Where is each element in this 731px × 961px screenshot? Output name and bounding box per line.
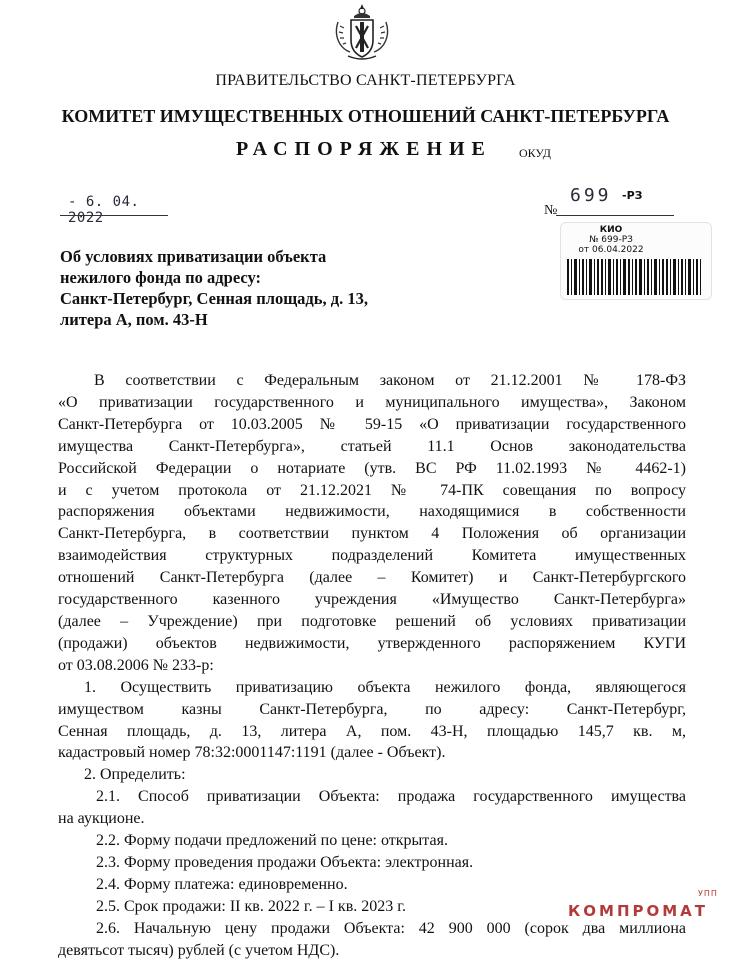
barcode-icon — [567, 259, 701, 295]
document-subject — [60, 246, 440, 330]
government-title: ПРАВИТЕЛЬСТВО САНКТ-ПЕТЕРБУРГА — [215, 72, 516, 89]
clause-2-5: 2.5. Срок продажи: II кв. 2022 г. – I кв. 2023 г. — [96, 897, 407, 915]
clause-1-line: кадастровый номер 78:32:0001147:1191 (далее - Объект). — [58, 744, 446, 762]
clause-2-1-line: 2.1. Способ приватизации Объекта: продажа государственного имущества — [96, 788, 686, 806]
number-underline — [556, 215, 674, 216]
watermark-small-text: УПП — [698, 889, 718, 898]
body-line: Российской Федерации о нотариате (утв. ВС РФ 11.02.1993 № 4462-1) — [58, 459, 686, 477]
clause-2-6-line: 2.6. Начальную цену продажи Объекта: 42 900 000 (сорок два миллиона — [96, 919, 686, 937]
document-type: РАСПОРЯЖЕНИЕ — [236, 138, 492, 160]
body-line: от 03.08.2006 № 233-р: — [58, 656, 214, 674]
body-line: отношений Санкт-Петербурга (далее – Комитет) и Санкт-Петербургского — [58, 569, 686, 587]
okud-label: ОКУД — [519, 146, 551, 160]
document-date: - 6. 04. 2022 — [68, 194, 140, 226]
clause-2-4: 2.4. Форму платежа: единовременно. — [96, 875, 348, 893]
clause-1-line: Сенная площадь, д. 13, литера А, пом. 43-Н, площадью 145,7 кв. м, — [58, 722, 686, 740]
body-line: взаимодействия структурных подразделений Комитета имущественных — [58, 547, 686, 565]
stamp-date: от 06.04.2022 — [578, 245, 644, 255]
clause-2-6-line: девятьсот тысяч) рублей (с учетом НДС). — [58, 941, 340, 959]
body-line: В соответствии с Федеральным законом от 21.12.2001 № 178-ФЗ — [94, 372, 686, 389]
clause-2-3: 2.3. Форму проведения продажи Объекта: электронная. — [96, 853, 474, 871]
stamp-number: № 699-РЗ — [589, 235, 633, 245]
body-line: (далее – Учреждение) при подготовке решений об условиях приватизации — [58, 612, 686, 630]
body-line: и с учетом протокола от 21.12.2021 № 74-ПК совещания по вопросу — [58, 481, 686, 499]
watermark: КОМПРОМАТ — [568, 902, 709, 920]
subject-line: нежилого фонда по адресу: — [60, 268, 261, 287]
body-line: Санкт-Петербурга, в соответствии пунктом 4 Положения об организации — [58, 525, 686, 543]
document-number: 699 — [570, 185, 612, 206]
body-line: (продажи) объектов недвижимости, утвержденного распоряжением КУГИ — [58, 634, 686, 652]
committee-title: КОМИТЕТ ИМУЩЕСТВЕННЫХ ОТНОШЕНИЙ САНКТ-ПЕТЕРБУРГА — [61, 106, 670, 126]
clause-2-1-line: на аукционе. — [58, 810, 145, 828]
subject-line: литера А, пом. 43-Н — [60, 310, 208, 329]
body-line: распоряжения объектами недвижимости, находящимися в собственности — [58, 503, 686, 521]
clause-2-heading: 2. Определить: — [84, 766, 186, 784]
body-line: Санкт-Петербурга от 10.03.2005 № 59-15 «О приватизации государственного — [58, 415, 686, 433]
clause-1-line: имуществом казны Санкт-Петербурга, по адресу: Санкт-Петербург, — [58, 700, 686, 718]
body-line: государственного казенного учреждения «Имущество Санкт-Петербурга» — [58, 591, 686, 609]
document-body — [58, 370, 686, 961]
stamp-org: КИО — [599, 225, 623, 235]
clause-2-2: 2.2. Форму подачи предложений по цене: открытая. — [96, 832, 448, 850]
clause-1-line: 1. Осуществить приватизацию объекта нежилого фонда, являющегося — [84, 678, 686, 696]
document-number-suffix: -РЗ — [622, 189, 643, 202]
registration-stamp — [560, 222, 712, 300]
number-sign: № — [544, 203, 558, 218]
coat-of-arms-icon — [330, 0, 394, 62]
date-underline — [60, 215, 168, 216]
body-line: «О приватизации государственного и муниципального имущества», Законом — [58, 393, 686, 411]
body-line: имущества Санкт-Петербурга», статьей 11.1 Основ законодательства — [58, 437, 686, 455]
subject-line: Об условиях приватизации объекта — [60, 247, 327, 266]
subject-line: Санкт-Петербург, Сенная площадь, д. 13, — [60, 289, 368, 308]
